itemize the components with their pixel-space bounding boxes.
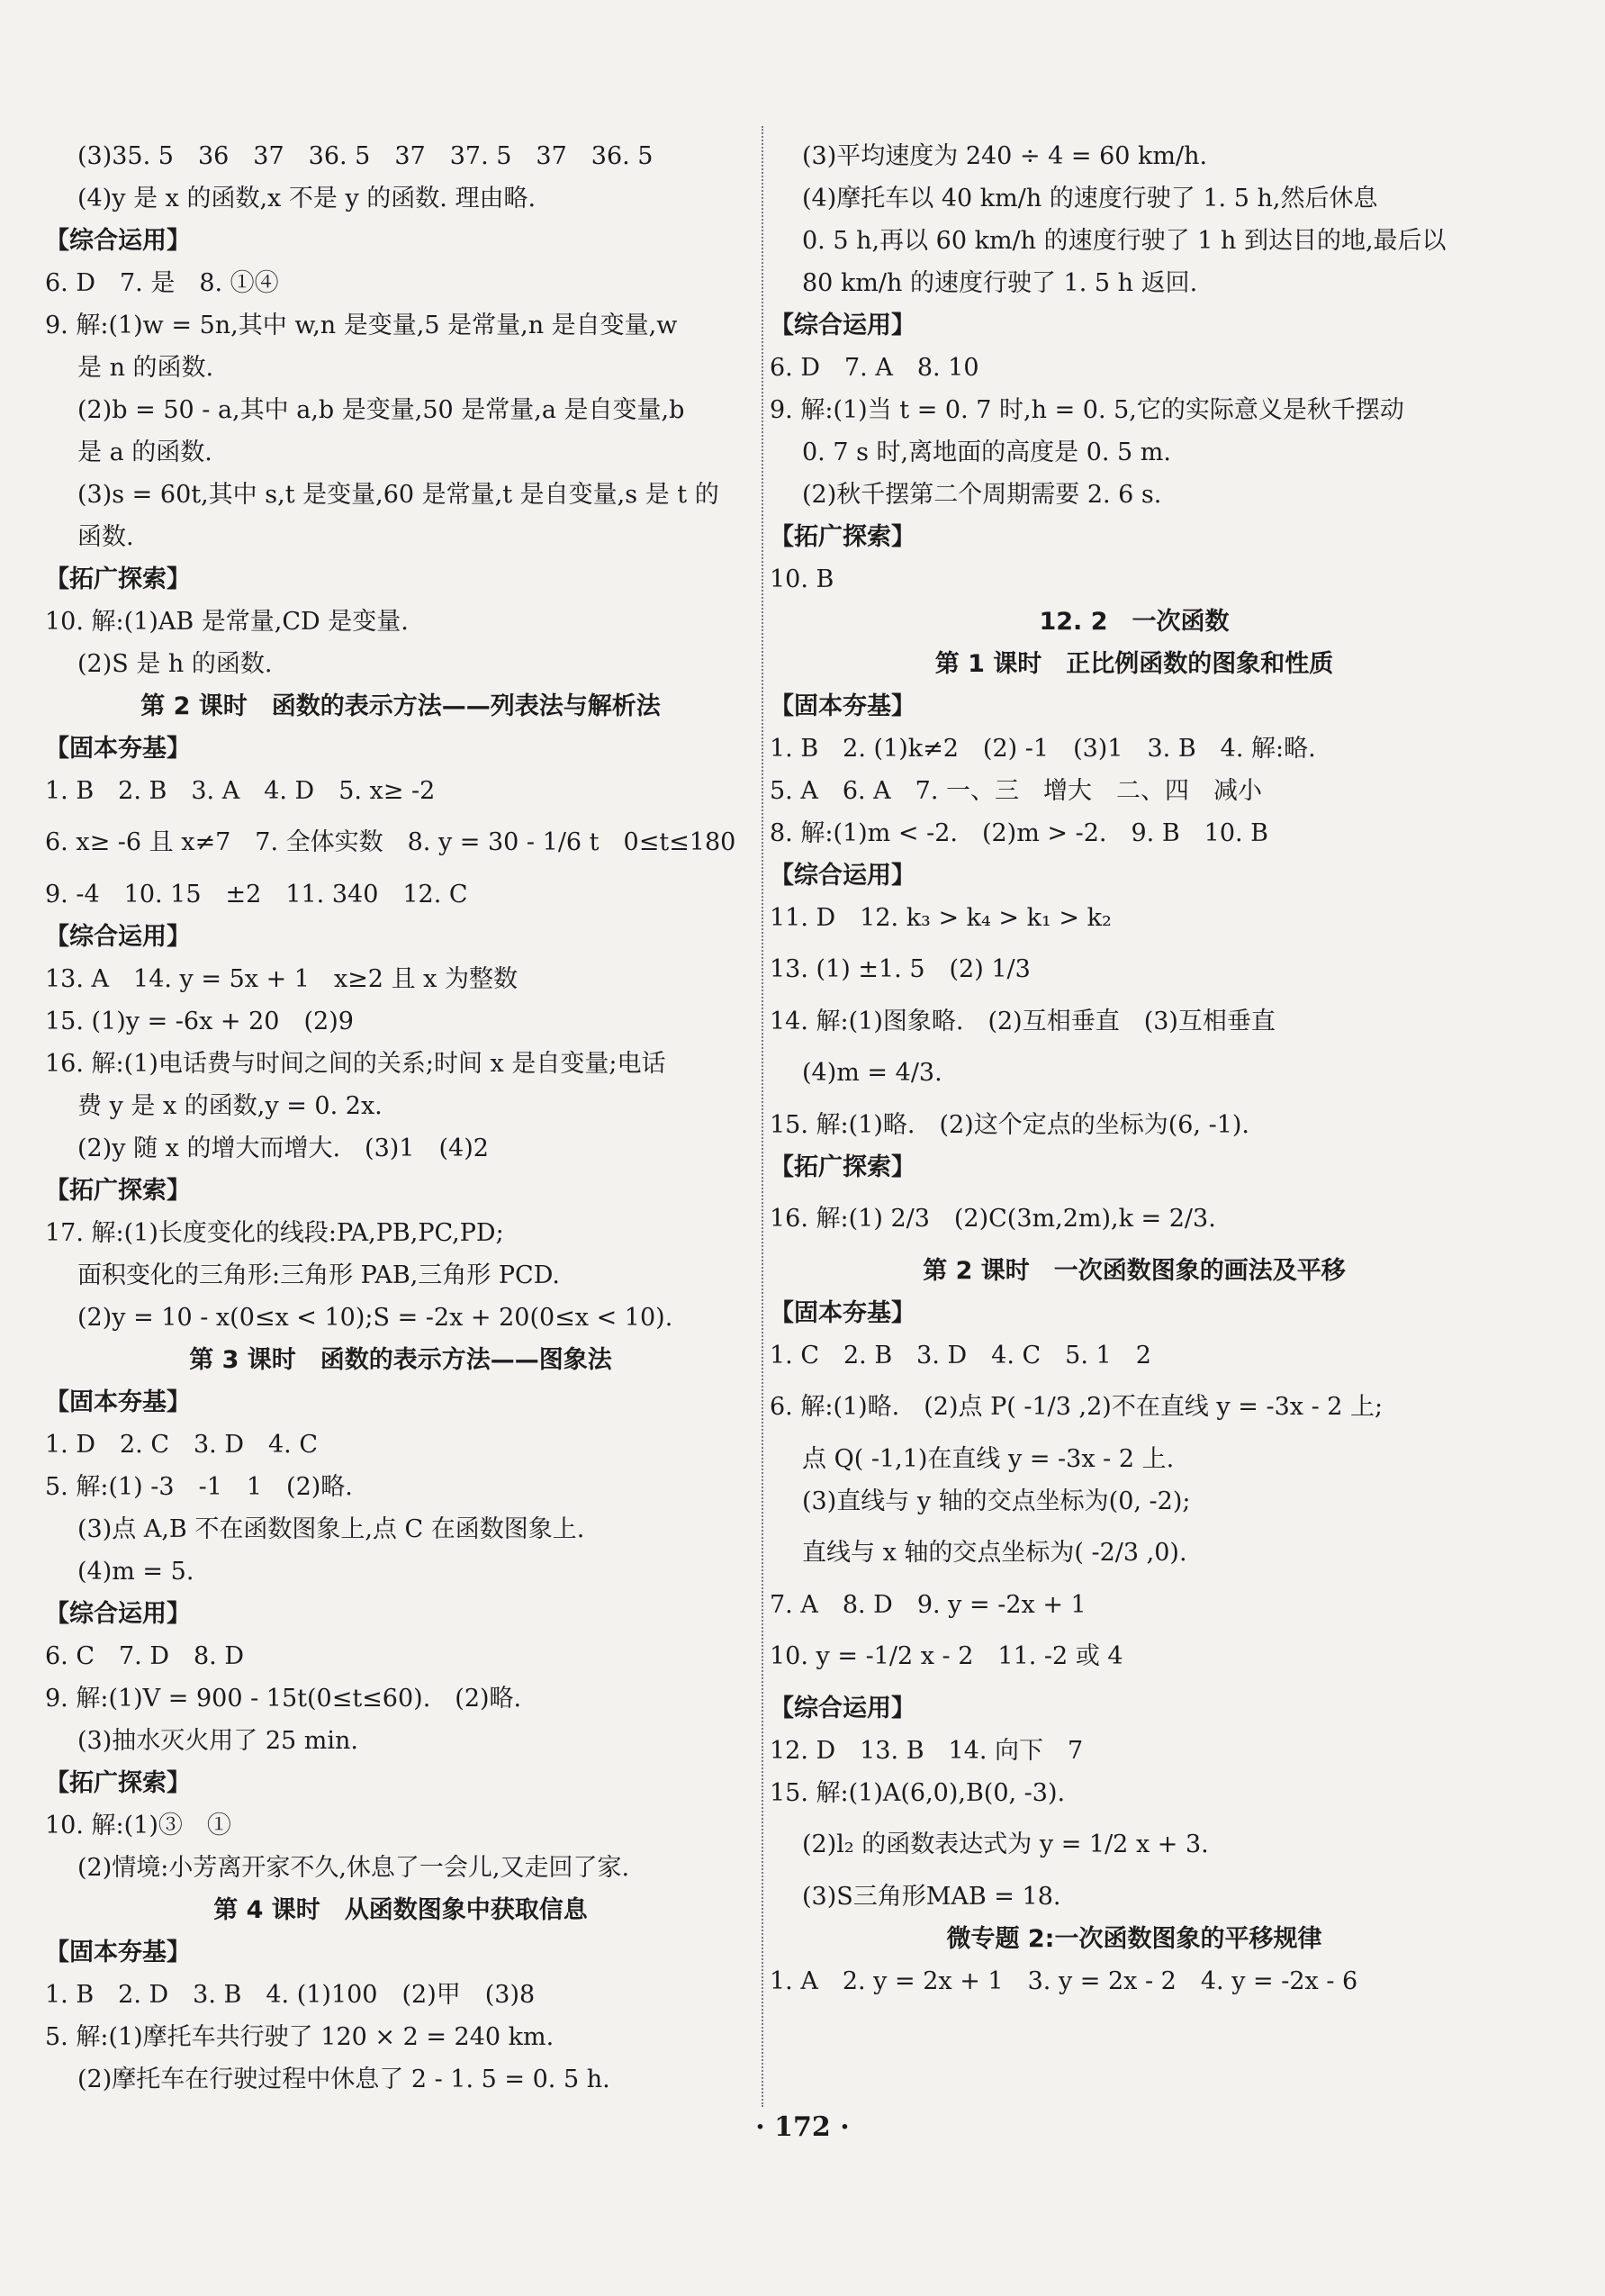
section-label: 【拓广探索】 xyxy=(45,1769,191,1797)
section-label: 【拓广探索】 xyxy=(45,565,191,593)
section-label: 【综合运用】 xyxy=(45,923,191,951)
answer-line: (3)平均速度为 240 ÷ 4 = 60 km/h. xyxy=(802,142,1208,170)
chapter-heading: 12. 2 一次函数 xyxy=(1039,608,1230,636)
answer-line: (4)m = 5. xyxy=(77,1558,194,1586)
section-label: 【固本夯基】 xyxy=(45,1939,191,1966)
answer-line: 点 Q( -1,1)在直线 y = -3x - 2 上. xyxy=(802,1445,1175,1473)
answer-line: 14. 解:(1)图象略. (2)互相垂直 (3)互相垂直 xyxy=(770,1008,1276,1035)
answer-line: 9. -4 10. 15 ±2 11. 340 12. C xyxy=(45,881,468,908)
answer-line: (2)摩托车在行驶过程中休息了 2 - 1. 5 = 0. 5 h. xyxy=(77,2065,610,2093)
left-column xyxy=(45,135,756,2101)
section-label: 【综合运用】 xyxy=(45,227,191,255)
answer-line: (2)y 随 x 的增大而增大. (3)1 (4)2 xyxy=(77,1134,489,1162)
section-label: 【固本夯基】 xyxy=(45,735,191,763)
answer-line: 0. 5 h,再以 60 km/h 的速度行驶了 1 h 到达目的地,最后以 xyxy=(802,227,1447,255)
section-label: 【拓广探索】 xyxy=(770,523,915,551)
section-label: 【综合运用】 xyxy=(770,312,915,339)
answer-line: 10. B xyxy=(770,565,834,593)
answer-line: (4)摩托车以 40 km/h 的速度行驶了 1. 5 h,然后休息 xyxy=(802,185,1378,212)
answer-line: (3)35. 5 36 37 36. 5 37 37. 5 37 36. 5 xyxy=(77,142,654,170)
answer-line: 是 a 的函数. xyxy=(77,438,212,466)
answer-line: 15. (1)y = -6x + 20 (2)9 xyxy=(45,1008,354,1035)
answer-line: (3)直线与 y 轴的交点坐标为(0, -2); xyxy=(802,1487,1191,1515)
section-label: 【综合运用】 xyxy=(45,1600,191,1628)
answer-line: (2)b = 50 - a,其中 a,b 是变量,50 是常量,a 是自变量,b xyxy=(77,396,685,424)
answer-line: 费 y 是 x 的函数,y = 0. 2x. xyxy=(77,1092,383,1120)
answer-line: (3)s = 60t,其中 s,t 是变量,60 是常量,t 是自变量,s 是 t 的 xyxy=(77,481,719,509)
answer-line: 5. 解:(1)摩托车共行驶了 120 × 2 = 240 km. xyxy=(45,2023,555,2051)
answer-line: 5. 解:(1) -3 -1 1 (2)略. xyxy=(45,1473,353,1501)
answer-line: 10. y = -1/2 x - 2 11. -2 或 4 xyxy=(770,1642,1123,1670)
answer-line: (2)秋千摆第二个周期需要 2. 6 s. xyxy=(802,481,1162,509)
answer-line: (3)抽水灭火用了 25 min. xyxy=(77,1727,358,1755)
answer-line: 7. A 8. D 9. y = -2x + 1 xyxy=(770,1591,1087,1619)
answer-line: 13. (1) ±1. 5 (2) 1/3 xyxy=(770,955,1031,983)
section-label: 【固本夯基】 xyxy=(45,1388,191,1416)
answer-line: 16. 解:(1) 2/3 (2)C(3m,2m),k = 2/3. xyxy=(770,1205,1216,1233)
answer-line: 15. 解:(1)略. (2)这个定点的坐标为(6, -1). xyxy=(770,1111,1249,1139)
answer-line: 直线与 x 轴的交点坐标为( -2/3 ,0). xyxy=(802,1539,1187,1567)
answer-line: 0. 7 s 时,离地面的高度是 0. 5 m. xyxy=(802,438,1171,466)
answer-line: 6. x≥ -6 且 x≠7 7. 全体实数 8. y = 30 - 1/6 t 0≤t≤180 xyxy=(45,828,736,856)
answer-line: 6. D 7. A 8. 10 xyxy=(770,354,979,382)
section-label: 【综合运用】 xyxy=(770,862,915,890)
answer-line: 17. 解:(1)长度变化的线段:PA,PB,PC,PD; xyxy=(45,1219,504,1247)
lesson-heading: 第 3 课时 函数的表示方法——图象法 xyxy=(189,1346,612,1374)
answer-line: (3)点 A,B 不在函数图象上,点 C 在函数图象上. xyxy=(77,1515,585,1543)
answer-line: 1. B 2. (1)k≠2 (2) -1 (3)1 3. B 4. 解:略. xyxy=(770,735,1316,763)
lesson-heading: 第 4 课时 从函数图象中获取信息 xyxy=(213,1896,588,1924)
answer-line: 80 km/h 的速度行驶了 1. 5 h 返回. xyxy=(802,269,1198,297)
answer-line: (4)y 是 x 的函数,x 不是 y 的函数. 理由略. xyxy=(77,185,537,212)
answer-line: 1. B 2. D 3. B 4. (1)100 (2)甲 (3)8 xyxy=(45,1981,536,2009)
answer-line: 12. D 13. B 14. 向下 7 xyxy=(770,1737,1084,1765)
answer-line: 1. B 2. B 3. A 4. D 5. x≥ -2 xyxy=(45,777,436,805)
lesson-heading: 第 1 课时 正比例函数的图象和性质 xyxy=(934,650,1334,678)
answer-line: 面积变化的三角形:三角形 PAB,三角形 PCD. xyxy=(77,1261,560,1289)
answer-line: (3)S三角形MAB = 18. xyxy=(802,1883,1061,1911)
section-label: 【综合运用】 xyxy=(770,1695,915,1722)
answer-line: 10. 解:(1)③ ① xyxy=(45,1812,231,1840)
section-label: 【固本夯基】 xyxy=(770,1299,915,1327)
answer-line: 9. 解:(1)V = 900 - 15t(0≤t≤60). (2)略. xyxy=(45,1685,522,1713)
answer-line: 1. D 2. C 3. D 4. C xyxy=(45,1431,318,1459)
answer-line: (4)m = 4/3. xyxy=(802,1059,942,1087)
answer-line: 6. C 7. D 8. D xyxy=(45,1642,244,1670)
answer-line: (2)y = 10 - x(0≤x < 10);S = -2x + 20(0≤x < 10). xyxy=(77,1304,673,1332)
answer-line: 16. 解:(1)电话费与时间之间的关系;时间 x 是自变量;电话 xyxy=(45,1050,666,1078)
answer-line: 9. 解:(1)w = 5n,其中 w,n 是变量,5 是常量,n 是自变量,w xyxy=(45,312,678,339)
answer-line: 6. D 7. 是 8. ①④ xyxy=(45,269,279,297)
lesson-heading: 第 2 课时 一次函数图象的画法及平移 xyxy=(923,1257,1346,1285)
answer-line: 5. A 6. A 7. 一、三 增大 二、四 减小 xyxy=(770,777,1263,805)
answer-line: (2)S 是 h 的函数. xyxy=(77,650,273,678)
answer-line: 8. 解:(1)m < -2. (2)m > -2. 9. B 10. B xyxy=(770,819,1269,847)
answer-line: 函数. xyxy=(77,523,134,551)
section-label: 【拓广探索】 xyxy=(45,1177,191,1205)
answer-line: 9. 解:(1)当 t = 0. 7 时,h = 0. 5,它的实际意义是秋千摆动 xyxy=(770,396,1404,424)
answer-line: 11. D 12. k₃ > k₄ > k₁ > k₂ xyxy=(770,904,1112,932)
answer-line: (2)情境:小芳离开家不久,休息了一会儿,又走回了家. xyxy=(77,1854,630,1882)
answer-line: 1. A 2. y = 2x + 1 3. y = 2x - 2 4. y = -2x - 6 xyxy=(770,1967,1358,1995)
right-column xyxy=(770,135,1499,2002)
section-label: 【拓广探索】 xyxy=(770,1153,915,1181)
answer-line: 6. 解:(1)略. (2)点 P( -1/3 ,2)不在直线 y = -3x - 2 上; xyxy=(770,1393,1384,1421)
answer-line: 1. C 2. B 3. D 4. C 5. 1 2 xyxy=(770,1342,1151,1369)
answer-line: 10. 解:(1)AB 是常量,CD 是变量. xyxy=(45,608,409,636)
topic-heading: 微专题 2:一次函数图象的平移规律 xyxy=(946,1925,1322,1953)
answer-line: 13. A 14. y = 5x + 1 x≥2 且 x 为整数 xyxy=(45,965,518,993)
answer-line: 15. 解:(1)A(6,0),B(0, -3). xyxy=(770,1779,1066,1807)
section-label: 【固本夯基】 xyxy=(770,692,915,720)
answer-line: (2)l₂ 的函数表达式为 y = 1/2 x + 3. xyxy=(802,1830,1209,1858)
page-number: · 172 · xyxy=(755,2111,850,2143)
lesson-heading: 第 2 课时 函数的表示方法——列表法与解析法 xyxy=(140,692,661,720)
answer-line: 是 n 的函数. xyxy=(77,354,214,382)
column-divider xyxy=(762,126,763,2107)
